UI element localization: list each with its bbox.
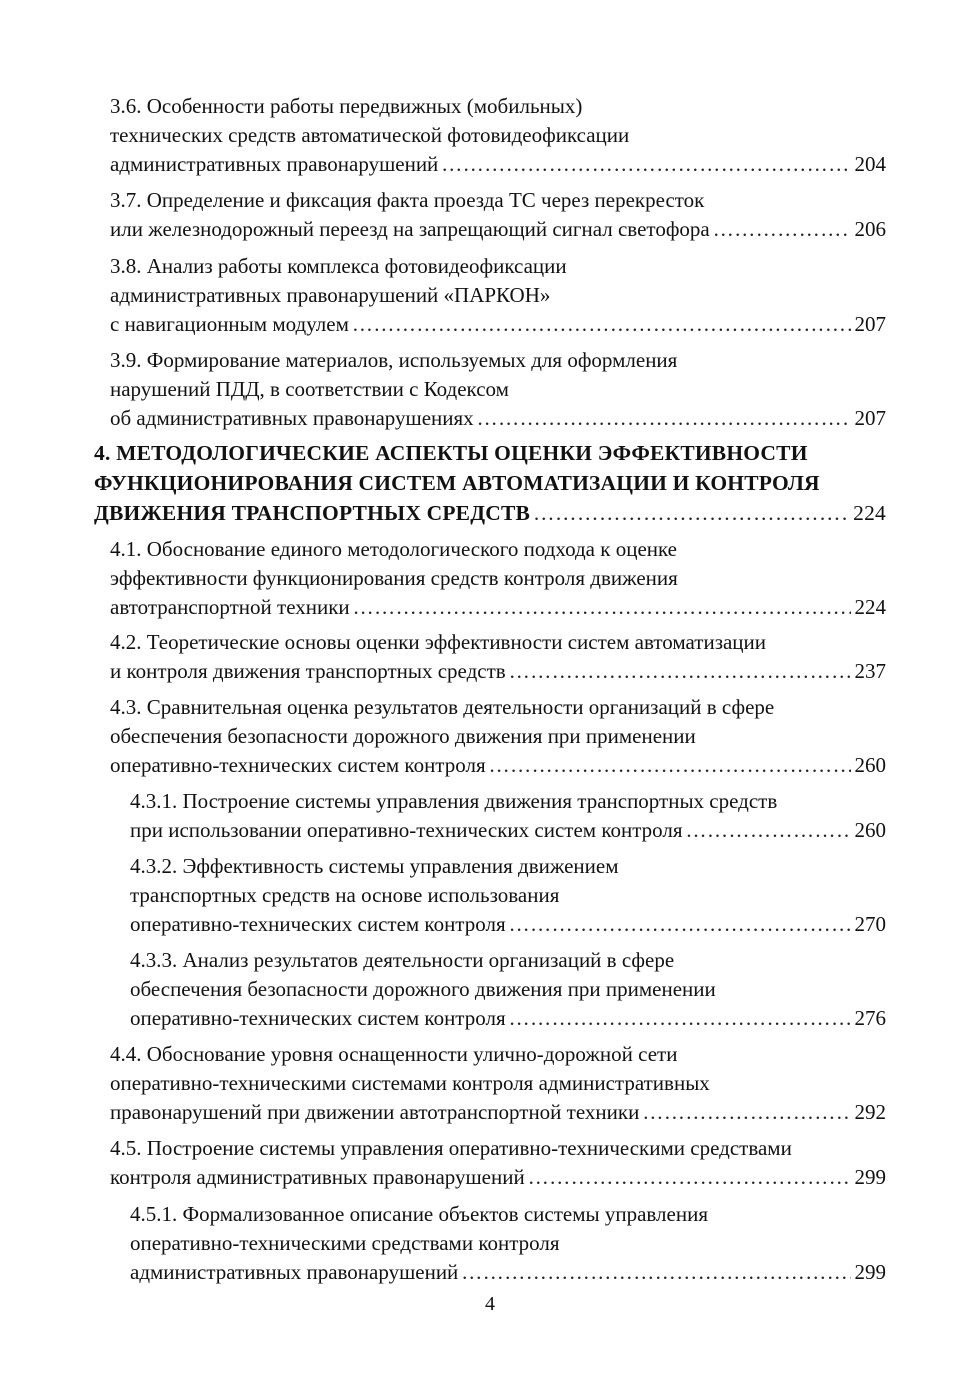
toc-leader-dots xyxy=(642,1098,850,1127)
toc-entry-4-3-2[interactable] xyxy=(130,852,886,939)
toc-page-number: 299 xyxy=(854,1260,886,1284)
toc-entry-title-end: административных правонарушений xyxy=(130,1260,459,1284)
toc-entry-line: 4.3.2. Эффективность системы управления движением xyxy=(130,854,619,878)
toc-leader-dots xyxy=(528,1163,851,1192)
toc-entry-4-5[interactable] xyxy=(110,1134,886,1192)
toc-entry-last-line xyxy=(130,816,886,845)
toc-entry-last-line xyxy=(94,498,886,528)
toc-entry-last-line xyxy=(110,593,886,622)
toc-page-number: 206 xyxy=(854,217,886,241)
toc-page-number: 237 xyxy=(854,659,886,683)
toc-entry-line: 4.3.3. Анализ результатов деятельности организаций в сфере xyxy=(130,948,675,972)
toc-entry-last-line xyxy=(130,910,886,939)
toc-entry-last-line xyxy=(110,1098,886,1127)
toc-entry-3-6[interactable] xyxy=(110,92,886,179)
toc-entry-title-end: и контроля движения транспортных средств xyxy=(110,659,506,683)
toc-entry-title-end: оперативно-технических систем контроля xyxy=(110,753,486,777)
toc-entry-last-line xyxy=(110,1163,886,1192)
toc-entry-title-end: оперативно-технических систем контроля xyxy=(130,1006,506,1030)
toc-leader-dots xyxy=(441,150,850,179)
toc-entry-last-line xyxy=(110,150,886,179)
toc-entry-line: транспортных средств на основе использования xyxy=(130,883,560,907)
page-number-footer: 4 xyxy=(485,1293,495,1315)
toc-page-number: 276 xyxy=(854,1006,886,1030)
toc-entry-4-1[interactable] xyxy=(110,535,886,622)
toc-entry-3-7[interactable] xyxy=(110,186,886,244)
toc-page-number: 299 xyxy=(854,1165,886,1189)
toc-entry-title-end: при использовании оперативно-технических систем контроля xyxy=(130,818,683,842)
toc-leader-dots xyxy=(509,910,851,939)
toc-leader-dots xyxy=(686,816,851,845)
toc-entry-line: 4.3. Сравнительная оценка результатов деятельности организаций в сфере xyxy=(110,695,775,719)
toc-page-number: 292 xyxy=(854,1100,886,1124)
toc-entry-line: обеспечения безопасности дорожного движения при применении xyxy=(130,977,716,1001)
toc-entry-line: 4. МЕТОДОЛОГИЧЕСКИЕ АСПЕКТЫ ОЦЕНКИ ЭФФЕКТИВНОСТИ xyxy=(94,441,808,465)
toc-entry-title-end: об административных правонарушениях xyxy=(110,406,474,430)
toc-page-number: 207 xyxy=(854,406,886,430)
toc-entry-title-end: автотранспортной техники xyxy=(110,595,350,619)
toc-entry-line: нарушений ПДД, в соответствии с Кодексом xyxy=(110,377,509,401)
toc-entry-3-9[interactable] xyxy=(110,346,886,433)
toc-entry-line: оперативно-техническими системами контроля административных xyxy=(110,1071,710,1095)
toc-entry-title-end: оперативно-технических систем контроля xyxy=(130,912,506,936)
toc-entry-title-end: или железнодорожный переезд на запрещающий сигнал светофора xyxy=(110,217,710,241)
toc-page-number: 224 xyxy=(854,595,886,619)
toc-page-number: 270 xyxy=(854,912,886,936)
toc-entry-line: 4.5.1. Формализованное описание объектов системы управления xyxy=(130,1202,708,1226)
toc-page-number: 260 xyxy=(854,818,886,842)
toc-leader-dots xyxy=(533,498,849,528)
toc-page-number: 204 xyxy=(854,152,886,176)
toc-entry-4-3-3[interactable] xyxy=(130,946,886,1033)
toc-entry-last-line xyxy=(110,310,886,339)
toc-entry-4-4[interactable] xyxy=(110,1040,886,1127)
toc-entry-4-3-1[interactable] xyxy=(130,787,886,845)
toc-entry-line: оперативно-техническими средствами контроля xyxy=(130,1231,560,1255)
toc-entry-line: 4.1. Обоснование единого методологического подхода к оценке xyxy=(110,537,677,561)
toc-entry-line: административных правонарушений «ПАРКОН» xyxy=(110,283,551,307)
toc-entry-last-line xyxy=(110,215,886,244)
toc-entry-line: 4.4. Обоснование уровня оснащенности улично-дорожной сети xyxy=(110,1042,678,1066)
toc-entry-line: 3.8. Анализ работы комплекса фотовидеофиксации xyxy=(110,254,567,278)
toc-leader-dots xyxy=(461,1258,850,1287)
toc-entry-title-end: контроля административных правонарушений xyxy=(110,1165,525,1189)
toc-entry-title-end: с навигационным модулем xyxy=(110,312,349,336)
toc-page-number: 224 xyxy=(853,501,886,525)
toc-entry-line: обеспечения безопасности дорожного движения при применении xyxy=(110,724,696,748)
toc-entry-line: 3.9. Формирование материалов, используемых для оформления xyxy=(110,348,678,372)
toc-entry-line: 3.6. Особенности работы передвижных (мобильных) xyxy=(110,94,583,118)
toc-leader-dots xyxy=(713,215,851,244)
toc-entry-4-3[interactable] xyxy=(110,693,886,780)
toc-entry-last-line xyxy=(110,657,886,686)
toc-chapter-4[interactable] xyxy=(94,438,886,528)
toc-leader-dots xyxy=(353,593,851,622)
toc-entry-last-line xyxy=(130,1004,886,1033)
toc-leader-dots xyxy=(509,657,851,686)
toc-leader-dots xyxy=(509,1004,851,1033)
toc-entry-last-line xyxy=(110,751,886,780)
toc-leader-dots xyxy=(352,310,851,339)
toc-entry-last-line xyxy=(110,404,886,433)
toc-entry-line: технических средств автоматической фотовидеофиксации xyxy=(110,123,630,147)
toc-entry-3-8[interactable] xyxy=(110,252,886,339)
toc-entry-title-end: ДВИЖЕНИЯ ТРАНСПОРТНЫХ СРЕДСТВ xyxy=(94,501,531,525)
toc-entry-line: 3.7. Определение и фиксация факта проезда ТС через перекресток xyxy=(110,188,705,212)
toc-leader-dots xyxy=(477,404,851,433)
toc-entry-line: 4.5. Построение системы управления оперативно-техническими средствами xyxy=(110,1136,792,1160)
toc-page-number: 260 xyxy=(854,753,886,777)
toc-entry-line: ФУНКЦИОНИРОВАНИЯ СИСТЕМ АВТОМАТИЗАЦИИ И КОНТРОЛЯ xyxy=(94,471,820,495)
toc-entry-last-line xyxy=(130,1258,886,1287)
toc-entry-title-end: правонарушений при движении автотранспортной техники xyxy=(110,1100,640,1124)
toc-entry-line: эффективности функционирования средств контроля движения xyxy=(110,566,678,590)
toc-page-number: 207 xyxy=(854,312,886,336)
toc-entry-4-2[interactable] xyxy=(110,628,886,686)
toc-entry-line: 4.3.1. Построение системы управления движения транспортных средств xyxy=(130,789,778,813)
toc-entry-line: 4.2. Теоретические основы оценки эффективности систем автоматизации xyxy=(110,630,767,654)
toc-entry-title-end: административных правонарушений xyxy=(110,152,439,176)
toc-entry-4-5-1[interactable] xyxy=(130,1200,886,1287)
toc-leader-dots xyxy=(489,751,851,780)
